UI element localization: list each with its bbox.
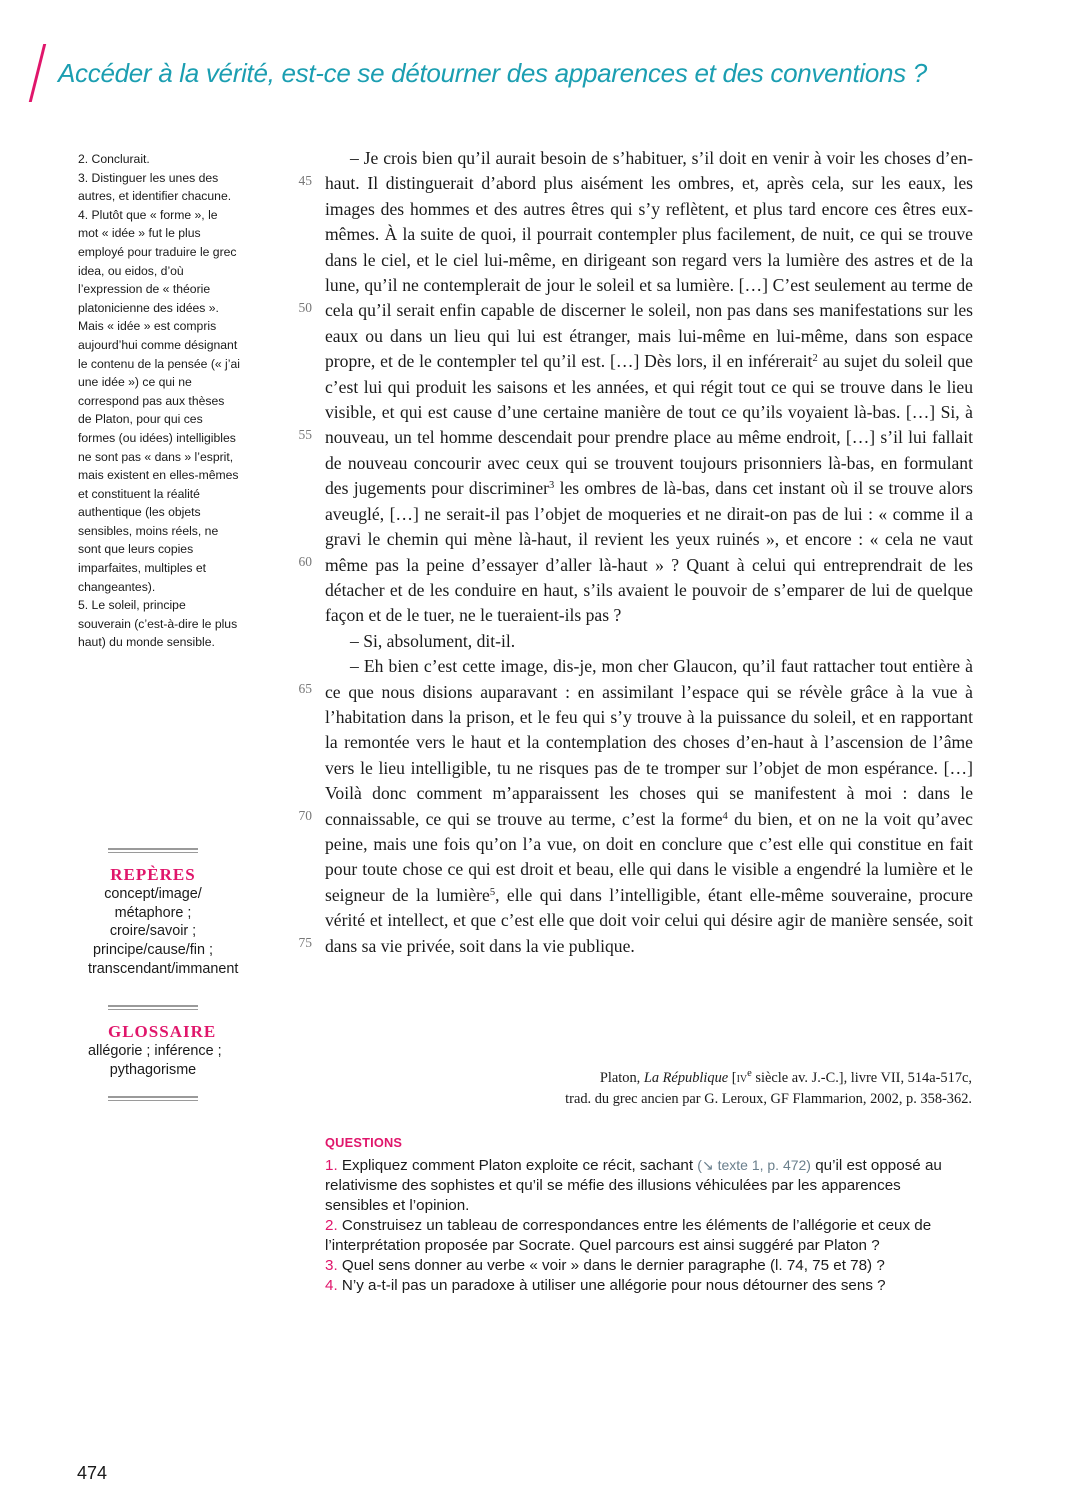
- reperes-box: [88, 865, 239, 979]
- line-number-65: 65: [298, 681, 312, 696]
- text-reference-link[interactable]: (↘ texte 1, p. 472): [697, 1157, 811, 1173]
- line-number-70: 70: [298, 808, 312, 823]
- note-4: 4. Plutôt que « forme », le mot « idée » fut le plus employé pour traduire le grec idea, ou eidos, d’où l’expression de « théorie platonicienne des idées ». Mais « idée » est compris aujourd’hui comme désignant le contenu de la pensée (« j’ai une idée ») ce qui ne correspond pas aux thèses de Platon, pour qui ces formes (ou idées) intelligibles ne sont pas « dans » l’esprit, mais existent en elles-mêmes et constituent la réalité authentique (les objets sensibles, moins réels, ne sont que leurs copies imparfaites, multiples et changeantes).: [78, 207, 240, 594]
- note-3: 3. Distinguer les unes des autres, et identifier chacune.: [78, 170, 232, 204]
- paragraph-1: – Je crois bien qu’il aurait besoin de s’habituer, s’il doit en venir à voir les choses d’en-haut. Il distinguerait d’abord plus aisément les ombres, et, après cela, sur les eaux, les images des hommes et des autres êtres qui s’y reflètent, et plus tard encore ces êtres eux-mêmes. À la suite de quoi, il pourrait contempler plus facilement, de nuit, ce qui se trouve dans le ciel, et le ciel lui-même, en dirigeant son regard vers la lumière des astres et de la lune, qu’il ne contemplerait de jour le soleil et sa lumière. […] C’est seulement au terme de cela qu’il serait enfin capable de discerner le soleil, non pas dans ses manifestations sur les eaux ou dans un lieu qui lui est étranger, mais lui-même en lui-même, dans son espace propre, et de le contempler tel qu’il est. […] Dès lors, il en inférerait$^2$ au sujet du soleil que c’est lui qui produit les saisons et les années, et qui régit tout ce qui se trouve dans le lieu visible, et qui est cause d’une certaine manière de tout ce qu’ils voyaient là-bas. […] Si, à nouveau, un tel homme descendait pour prendre place au même endroit, […] s’il lui fallait de nouveau concourir avec ceux qui se trouvent toujours prisonniers là-bas, en formulant des jugements pour discriminer$^3$ les ombres de là-bas, dans cet instant où il se trouve alors aveuglé, […] ne serait-il pas l’objet de moqueries et ne dirait-on pas de lui : « comme il a gravi le chemin qui mène là-haut, il revient les yeux ruinés », et encore : « cela ne vaut même pas la peine d’essayer d’aller là-haut » ? Quant à celui qui entreprendrait de les détacher et de les conduire en haut, s’ils avaient le pouvoir de s’emparer de lui de quelque façon et de le tuer, ne le tueraient-ils pas ?: [325, 148, 973, 626]
- questions-section: [325, 1133, 965, 1296]
- source-line-2: trad. du grec ancien par G. Leroux, GF Flammarion, 2002, p. 358-362.: [565, 1091, 972, 1107]
- paragraph-3: – Eh bien c’est cette image, dis-je, mon cher Glaucon, qu’il faut rattacher tout entière à ce que nous disions auparavant : en assimilant l’espace qui se révèle grâce à la vue à l’habitation dans la prison, et le feu qui s’y trouve à la puissance du soleil, et en rapportant la remontée vers le haut et la contemplation des choses d’en-haut à l’ascension de l’âme vers le lieu intelligible, tu ne risques pas de te tromper sur l’objet de mon espérance. […] Voilà donc comment m’apparaissent les choses qui se manifestent à moi : dans le connaissable, ce qui se trouve au terme, c’est la forme$^4$ du bien, et on ne la voit qu’avec peine, mais une fois qu’on l’a vue, on doit en conclure que c’est elle qui constitue en fait pour toute chose ce qui est droit et beau, elle qui dans le visible a engendré la lumière et le seigneur de la lumière$^5$, elle qui dans l’intelligible, étant elle-même souveraine, procure vérité et intellect, et que c’est elle que doit voir celui qui désire agir de manière sensée, soit dans sa vie privée, soit dans la vie publique.: [325, 656, 973, 956]
- reperes-line: croire/savoir ;: [109, 923, 197, 940]
- glossaire-bottom-rule: [108, 1096, 198, 1101]
- reperes-top-rule: [108, 848, 198, 853]
- footnote-ref-2: 2: [812, 353, 818, 365]
- question-3: 3. Quel sens donner au verbe « voir » dans le dernier paragraphe (l. 74, 75 et 78) ?: [325, 1257, 885, 1274]
- main-text: [325, 146, 973, 959]
- reperes-bottom-rule: [108, 1005, 198, 1010]
- reperes-title: REPÈRES: [110, 865, 196, 884]
- footnote-ref-5: 5: [489, 886, 496, 898]
- question-4: 4. N’y a-t-il pas un paradoxe à utiliser une allégorie pour nous détourner des sens ?: [325, 1277, 886, 1294]
- glossaire-box: [88, 1022, 222, 1079]
- reperes-line: métaphore ;: [114, 904, 192, 921]
- title-slash-decoration: [29, 44, 46, 102]
- reperes-line: transcendant/immanent: [88, 960, 239, 977]
- question-2: 2. Construisez un tableau de correspondances entre les éléments de l’allégorie et ceux de l’interprétation proposée par Socrate. Quel parcours est ainsi suggéré par Platon ?: [325, 1217, 932, 1254]
- footnotes-column: [78, 150, 240, 652]
- note-2: 2. Conclurait.: [78, 152, 150, 166]
- glossaire-line: pythagorisme: [109, 1061, 197, 1078]
- paragraph-2: – Si, absolument, dit-il.: [350, 630, 516, 651]
- source-citation: [372, 1068, 972, 1110]
- line-number-55: 55: [298, 427, 312, 442]
- footnote-ref-4: 4: [722, 810, 728, 822]
- line-number-50: 50: [298, 300, 312, 315]
- line-number-75: 75: [298, 935, 312, 950]
- questions-heading: QUESTIONS: [325, 1135, 403, 1150]
- chapter-title: Accéder à la vérité, est-ce se détourner des apparences et des conventions ?: [58, 58, 927, 88]
- page-number: 474: [77, 1463, 108, 1483]
- glossaire-title: GLOSSAIRE: [108, 1022, 217, 1041]
- question-1: 1. Expliquez comment Platon exploite ce récit, sachant (↘ texte 1, p. 472) qu’il est opposé au relativisme des sophistes et qu’il se méfie des illusions véhiculées par les apparences sensibles et l’opinion.: [325, 1157, 942, 1214]
- source-work-title: La République: [643, 1070, 729, 1086]
- note-5: 5. Le soleil, principe souverain (c’est-à-dire le plus haut) du monde sensible.: [78, 598, 238, 650]
- glossaire-line: allégorie ; inférence ;: [88, 1042, 222, 1059]
- line-number-60: 60: [298, 554, 312, 569]
- reperes-line: concept/image/: [104, 885, 202, 902]
- footnote-ref-3: 3: [549, 480, 555, 492]
- reperes-line: principe/cause/fin ;: [93, 942, 213, 959]
- source-line-1: Platon, La République [$iv^e$ siècle av. J.-C.], livre VII, 514a-517c,: [599, 1068, 972, 1086]
- line-number-45: 45: [298, 173, 312, 188]
